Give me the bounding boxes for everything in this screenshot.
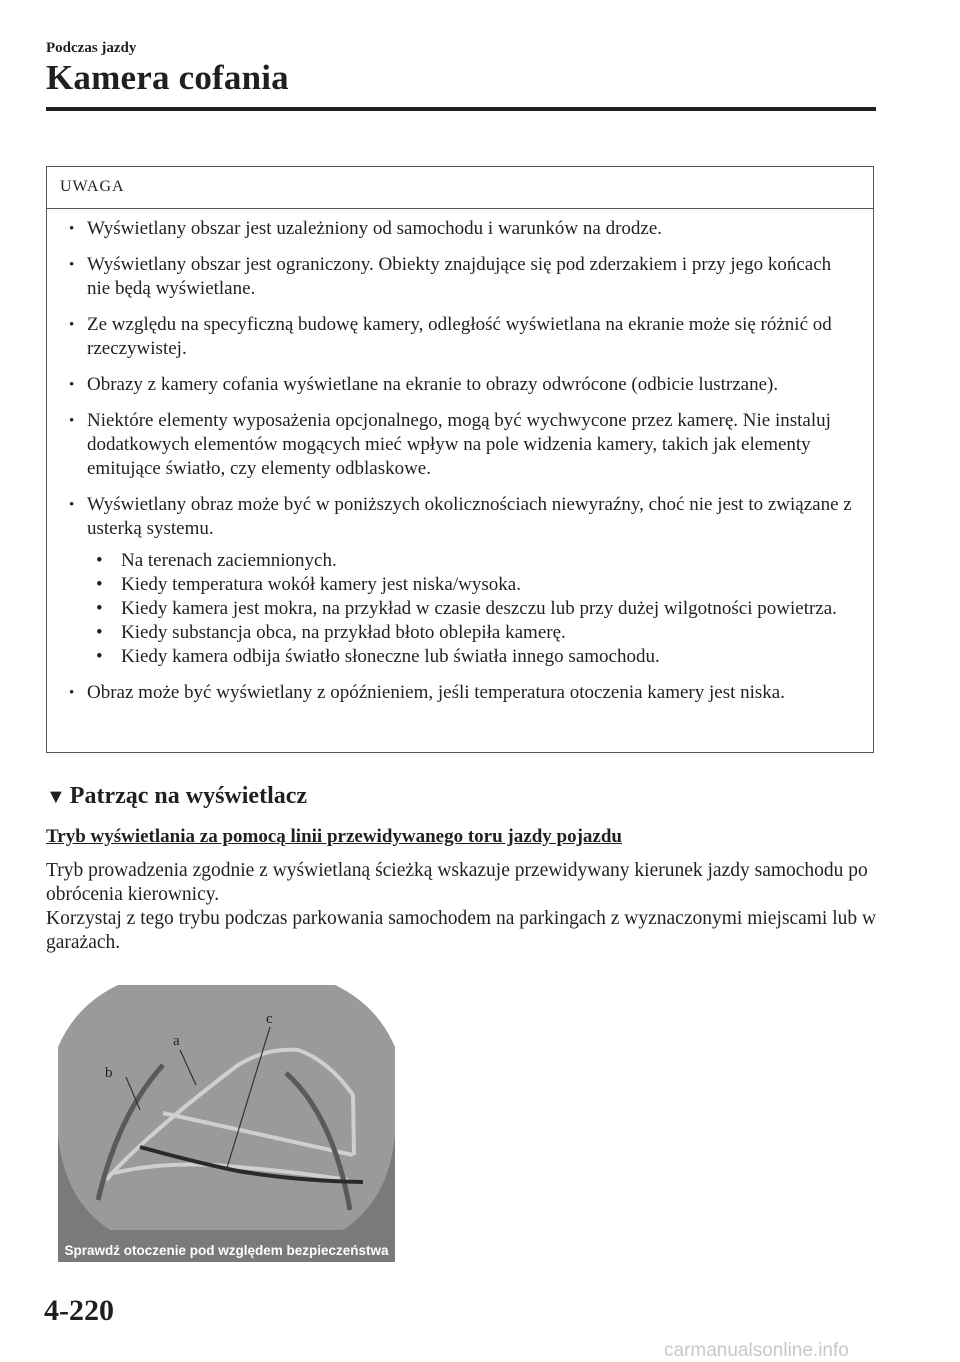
note-item [59,493,859,669]
bullet-icon: • [69,685,75,701]
note-subitem [87,621,859,645]
note-item [59,681,859,705]
note-item-text: Wyświetlany obszar jest ograniczony. Obiekty znajdujące się pod zderzakiem i przy jego końcach nie będą wyświetlane. [87,254,832,299]
label-b: b [105,1065,113,1081]
bullet-icon: • [69,257,75,273]
section-heading [46,783,307,810]
note-subitem [87,549,859,573]
note-item [59,409,859,481]
label-c: c [266,1011,273,1027]
page-number: 4-220 [44,1294,114,1327]
note-box [46,166,874,753]
note-item [59,373,859,397]
bullet-icon: • [96,598,103,619]
note-item [59,217,859,241]
section-subheading: Tryb wyświetlania za pomocą linii przewidywanego toru jazdy pojazdu [46,826,622,847]
note-heading: UWAGA [47,167,873,209]
note-subitem-text: Kiedy temperatura wokół kamery jest niska/wysoka. [121,574,521,595]
section-heading-text: Patrząc na wyświetlacz [69,783,308,809]
figure-caption: Sprawdź otoczenie pod względem bezpieczeństwa [64,1243,389,1258]
note-item-text: Niektóre elementy wyposażenia opcjonalnego, mogą być wychwycone przez kamerę. Nie instaluj dodatkowych elementów mogących mieć wpływ na pole widzenia kamery, takich jak elementy emitujące światło, czy elementy odblaskowe. [87,410,831,479]
label-a: a [173,1033,180,1049]
note-item-text: Wyświetlany obszar jest uzależniony od samochodu i warunków na drodze. [87,218,663,239]
title-rule [46,107,876,111]
note-subitem-text: Kiedy substancja obca, na przykład błoto oblepiła kamerę. [121,622,566,643]
note-subitem-text: Na terenach zaciemnionych. [121,550,337,571]
note-item-text: Obrazy z kamery cofania wyświetlane na ekranie to obrazy odwrócone (odbicie lustrzane). [87,374,779,395]
bullet-icon: • [96,550,103,571]
bullet-icon: • [69,317,75,333]
note-body [47,209,873,705]
camera-display-figure [58,985,395,1262]
note-subitem-text: Kiedy kamera jest mokra, na przykład w czasie deszczu lub przy dużej wilgotności powietrza. [121,598,837,619]
bullet-icon: • [96,646,103,667]
note-sublist [87,549,859,669]
screen-background [58,985,395,1262]
note-subitem [87,597,859,621]
page-title: Kamera cofania [46,58,289,97]
body-paragraph: Tryb prowadzenia zgodnie z wyświetlaną ścieżką wskazuje przewidywany kierunek jazdy samochodu po obrócenia kierownicy. [46,860,868,905]
note-subitem-text: Kiedy kamera odbija światło słoneczne lub światła innego samochodu. [121,646,660,667]
note-item-text: Obraz może być wyświetlany z opóźnieniem, jeśli temperatura otoczenia kamery jest niska. [87,682,785,703]
bullet-icon: • [69,221,75,237]
note-item [59,253,859,301]
bullet-icon: • [69,497,75,513]
bullet-icon: • [96,574,103,595]
note-item [59,313,859,361]
note-item-text: Ze względu na specyficzną budowę kamery, odległość wyświetlana na ekranie może się różnić od rzeczywistej. [87,314,832,359]
camera-display-illustration [58,985,395,1262]
body-paragraph: Korzystaj z tego trybu podczas parkowania samochodem na parkingach z wyznaczonymi miejscami lub w garażach. [46,908,877,953]
note-subitem [87,645,859,669]
note-subitem [87,573,859,597]
bullet-icon: • [69,413,75,429]
note-item-text: Wyświetlany obraz może być w poniższych okolicznościach niewyraźny, choć nie jest to związane z usterką systemu. [87,494,852,539]
bullet-icon: • [69,377,75,393]
watermark: carmanualsonline.info [664,1340,849,1361]
section-label: Podczas jazdy [46,40,137,56]
bullet-icon: • [96,622,103,643]
triangle-down-icon: ▼ [46,786,66,808]
